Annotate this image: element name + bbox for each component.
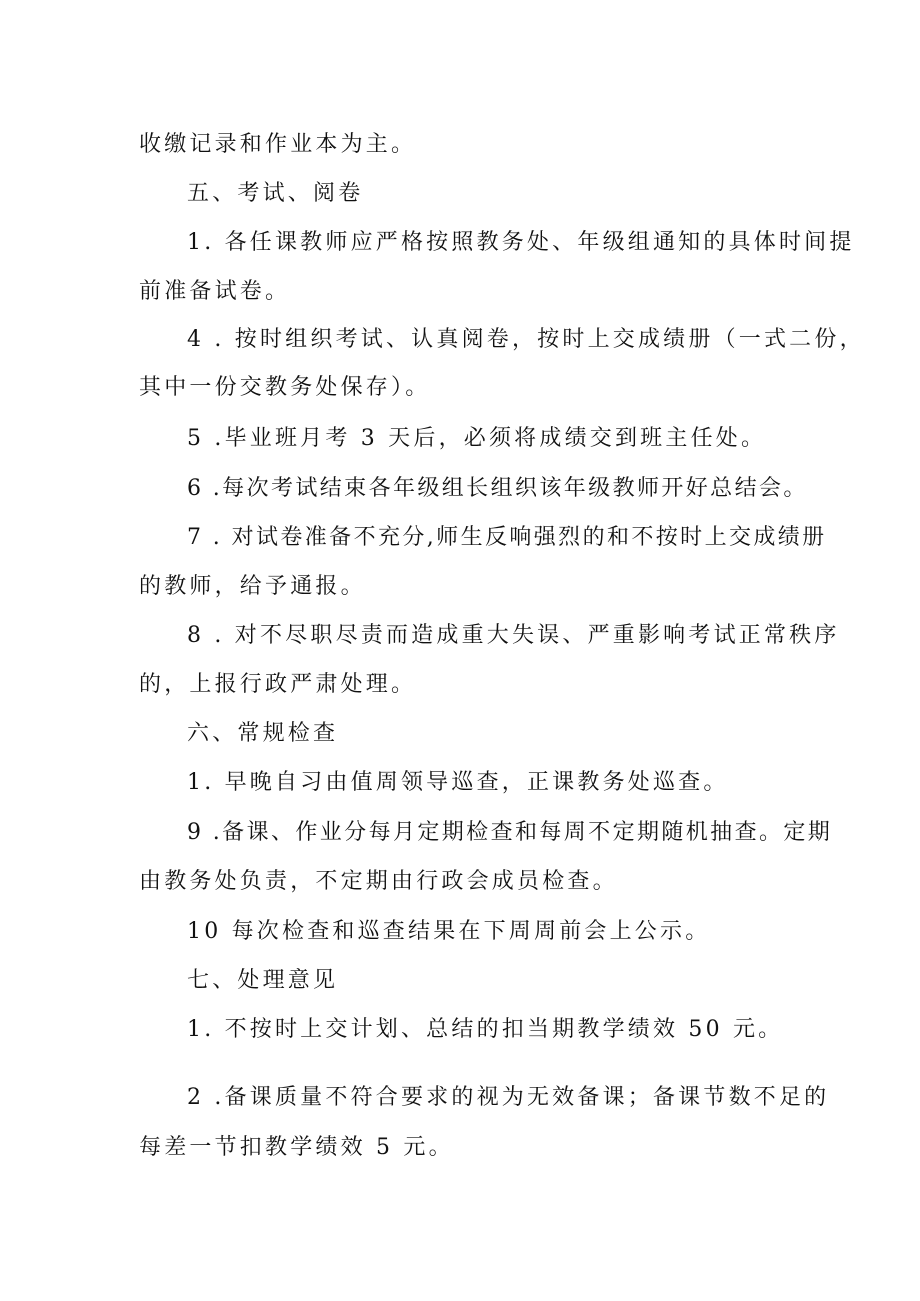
section-heading: 六、常规检查 — [187, 721, 339, 746]
text-line: 的，上报行政严肃处理。 — [139, 672, 417, 697]
text-line: 1. 各任课教师应严格按照教务处、年级组通知的具体时间提 — [187, 230, 855, 255]
text-line: 10 每次检查和巡查结果在下周周前会上公示。 — [187, 919, 711, 944]
text-line: 9 .备课、作业分每月定期检查和每周不定期随机抽查。定期 — [187, 820, 833, 845]
text-line: 前准备试卷。 — [139, 279, 291, 304]
section-heading: 五、考试、阅卷 — [187, 181, 364, 206]
text-line: 8 . 对不尽职尽责而造成重大失误、严重影响考试正常秩序 — [187, 623, 840, 648]
text-line: 1. 早晚自习由值周领导巡查，正课教务处巡查。 — [187, 770, 729, 795]
text-line: 4 . 按时组织考试、认真阅卷，按时上交成绩册（一式二份， — [187, 327, 865, 352]
text-line: 7 . 对试卷准备不充分,师生反响强烈的和不按时上交成绩册 — [187, 525, 827, 550]
text-line: 的教师，给予通报。 — [139, 574, 366, 599]
text-line: 由教务处负责，不定期由行政会成员检查。 — [139, 869, 618, 894]
text-line: 2 .备课质量不符合要求的视为无效备课；备课节数不足的 — [187, 1085, 830, 1110]
text-line: 收缴记录和作业本为主。 — [139, 132, 417, 157]
text-line: 1. 不按时上交计划、总结的扣当期教学绩效 50 元。 — [187, 1017, 784, 1042]
text-line: 5 .毕业班月考 3 天后，必须将成绩交到班主任处。 — [187, 426, 767, 451]
text-line: 其中一份交教务处保存）。 — [139, 375, 431, 400]
text-line: 每差一节扣教学绩效 5 元。 — [139, 1135, 454, 1160]
text-line: 6 .每次考试结束各年级组长组织该年级教师开好总结会。 — [187, 476, 808, 501]
section-heading: 七、处理意见 — [187, 968, 339, 993]
